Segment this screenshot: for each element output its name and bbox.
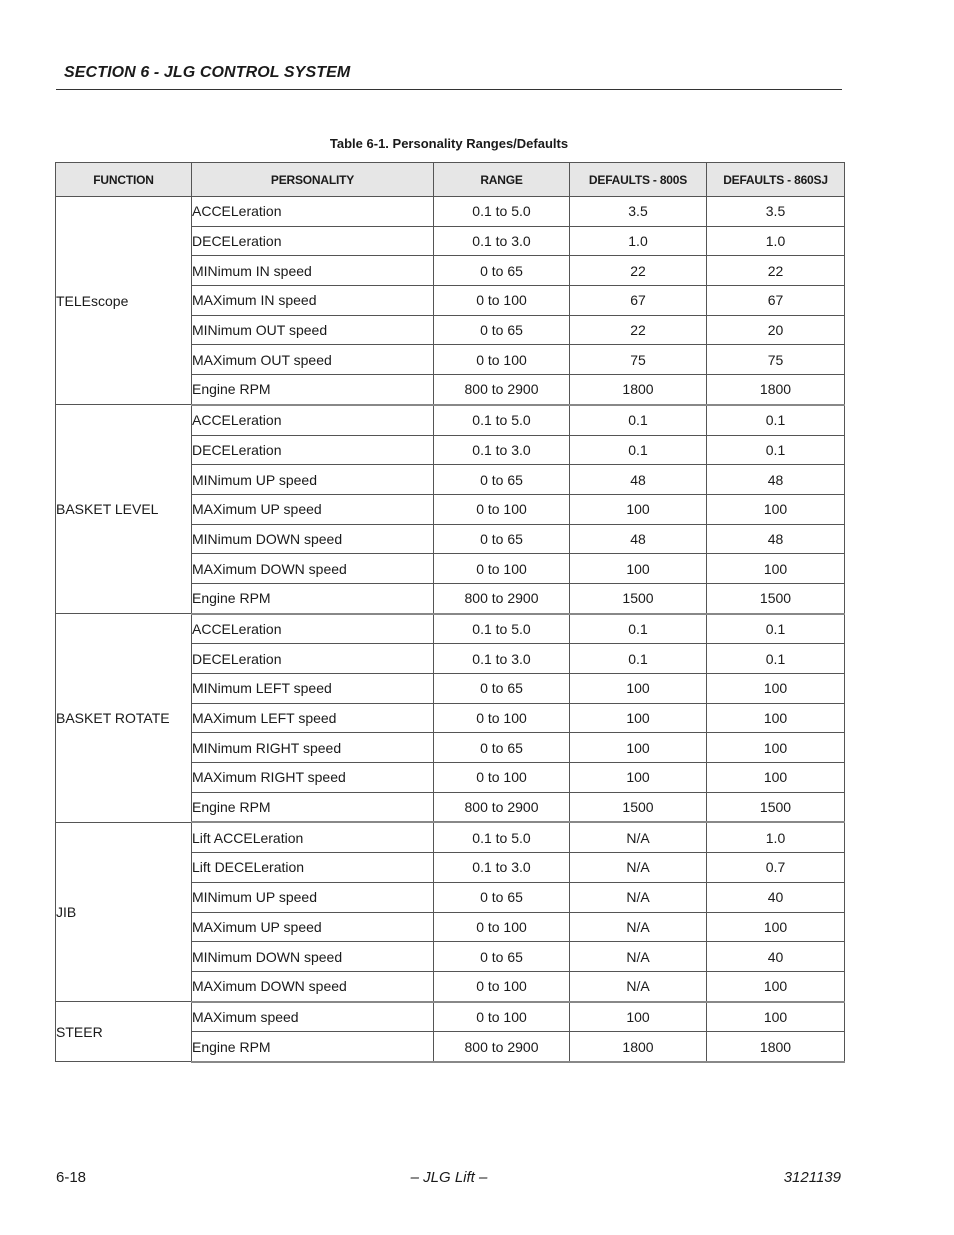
range-cell: 0.1 to 3.0 <box>434 644 570 674</box>
default-800s-cell: 0.1 <box>570 644 707 674</box>
personality-cell: Lift ACCELeration <box>192 822 434 852</box>
default-860sj-cell: 0.1 <box>707 405 845 435</box>
default-860sj-cell: 40 <box>707 942 845 972</box>
range-cell: 0 to 100 <box>434 912 570 942</box>
default-860sj-cell: 100 <box>707 1002 845 1032</box>
default-800s-cell: N/A <box>570 853 707 883</box>
document-number: 3121139 <box>783 1169 841 1186</box>
table-caption: Table 6-1. Personality Ranges/Defaults <box>329 136 569 151</box>
default-860sj-cell: 100 <box>707 554 845 584</box>
default-860sj-cell: 1800 <box>707 375 845 405</box>
default-800s-cell: 1800 <box>570 375 707 405</box>
range-cell: 0 to 100 <box>434 1002 570 1032</box>
personality-cell: MAXimum speed <box>192 1002 434 1032</box>
default-800s-cell: 0.1 <box>570 435 707 465</box>
default-800s-cell: 3.5 <box>570 197 707 227</box>
default-860sj-cell: 20 <box>707 315 845 345</box>
default-860sj-cell: 100 <box>707 494 845 524</box>
personality-cell: MAXimum OUT speed <box>192 345 434 375</box>
default-860sj-cell: 100 <box>707 763 845 793</box>
table-row <box>56 1002 845 1032</box>
footer-center-text: – JLG Lift – <box>410 1169 488 1186</box>
personality-cell: Engine RPM <box>192 1032 434 1062</box>
default-860sj-cell: 100 <box>707 733 845 763</box>
personality-cell: MAXimum IN speed <box>192 286 434 316</box>
personality-cell: ACCELeration <box>192 614 434 644</box>
range-cell: 0.1 to 5.0 <box>434 405 570 435</box>
range-cell: 800 to 2900 <box>434 792 570 822</box>
default-860sj-cell: 0.7 <box>707 853 845 883</box>
personality-cell: MAXimum UP speed <box>192 494 434 524</box>
personality-cell: Engine RPM <box>192 583 434 613</box>
default-800s-cell: 100 <box>570 554 707 584</box>
range-cell: 0 to 100 <box>434 494 570 524</box>
personality-cell: MAXimum DOWN speed <box>192 554 434 584</box>
table-header <box>56 163 845 197</box>
personality-cell: MINimum UP speed <box>192 882 434 912</box>
default-860sj-cell: 0.1 <box>707 614 845 644</box>
default-800s-cell: N/A <box>570 882 707 912</box>
default-860sj-cell: 1800 <box>707 1032 845 1062</box>
default-800s-cell: N/A <box>570 912 707 942</box>
default-860sj-cell: 0.1 <box>707 435 845 465</box>
personality-cell: Lift DECELeration <box>192 853 434 883</box>
default-800s-cell: 1.0 <box>570 226 707 256</box>
personality-cell: MINimum UP speed <box>192 465 434 495</box>
header-row <box>56 163 845 197</box>
default-800s-cell: 100 <box>570 703 707 733</box>
range-cell: 0.1 to 5.0 <box>434 614 570 644</box>
default-860sj-cell: 1500 <box>707 583 845 613</box>
header-rule <box>56 89 842 90</box>
function-cell: BASKET LEVEL <box>56 405 192 614</box>
default-860sj-cell: 1500 <box>707 792 845 822</box>
personality-cell: DECELeration <box>192 435 434 465</box>
personality-cell: MAXimum DOWN speed <box>192 971 434 1001</box>
personality-cell: DECELeration <box>192 644 434 674</box>
default-860sj-cell: 3.5 <box>707 197 845 227</box>
personality-cell: ACCELeration <box>192 405 434 435</box>
range-cell: 0 to 100 <box>434 286 570 316</box>
column-header-personality: PERSONALITY <box>192 163 434 197</box>
table-row <box>56 405 845 435</box>
personality-cell: DECELeration <box>192 226 434 256</box>
column-header-defaults-800s: DEFAULTS - 800S <box>570 163 707 197</box>
personality-cell: MINimum DOWN speed <box>192 524 434 554</box>
personality-cell: MAXimum LEFT speed <box>192 703 434 733</box>
range-cell: 0 to 65 <box>434 524 570 554</box>
function-cell: STEER <box>56 1002 192 1062</box>
personality-cell: MINimum RIGHT speed <box>192 733 434 763</box>
default-860sj-cell: 100 <box>707 912 845 942</box>
default-800s-cell: 100 <box>570 733 707 763</box>
function-cell: TELEscope <box>56 197 192 405</box>
personality-cell: MINimum IN speed <box>192 256 434 286</box>
default-860sj-cell: 0.1 <box>707 644 845 674</box>
default-860sj-cell: 100 <box>707 971 845 1001</box>
default-800s-cell: 75 <box>570 345 707 375</box>
default-800s-cell: N/A <box>570 822 707 852</box>
default-860sj-cell: 48 <box>707 524 845 554</box>
page-number: 6-18 <box>56 1169 87 1186</box>
function-cell: JIB <box>56 822 192 1001</box>
default-860sj-cell: 22 <box>707 256 845 286</box>
default-800s-cell: 100 <box>570 494 707 524</box>
function-cell: BASKET ROTATE <box>56 614 192 823</box>
default-800s-cell: 22 <box>570 315 707 345</box>
default-860sj-cell: 100 <box>707 674 845 704</box>
default-860sj-cell: 100 <box>707 703 845 733</box>
default-800s-cell: 1500 <box>570 792 707 822</box>
default-800s-cell: 0.1 <box>570 405 707 435</box>
personality-cell: MAXimum RIGHT speed <box>192 763 434 793</box>
range-cell: 0 to 65 <box>434 465 570 495</box>
personality-cell: Engine RPM <box>192 792 434 822</box>
range-cell: 0 to 100 <box>434 971 570 1001</box>
default-800s-cell: 1800 <box>570 1032 707 1062</box>
range-cell: 800 to 2900 <box>434 583 570 613</box>
default-860sj-cell: 48 <box>707 465 845 495</box>
section-title: SECTION 6 - JLG CONTROL SYSTEM <box>64 64 351 81</box>
range-cell: 0.1 to 3.0 <box>434 435 570 465</box>
default-800s-cell: N/A <box>570 942 707 972</box>
range-cell: 0 to 100 <box>434 554 570 584</box>
range-cell: 0.1 to 5.0 <box>434 197 570 227</box>
range-cell: 800 to 2900 <box>434 375 570 405</box>
default-860sj-cell: 1.0 <box>707 226 845 256</box>
default-800s-cell: 100 <box>570 763 707 793</box>
personality-table <box>55 162 845 1063</box>
range-cell: 0.1 to 5.0 <box>434 822 570 852</box>
personality-cell: Engine RPM <box>192 375 434 405</box>
personality-cell: MINimum LEFT speed <box>192 674 434 704</box>
range-cell: 0 to 65 <box>434 882 570 912</box>
default-800s-cell: 100 <box>570 674 707 704</box>
personality-cell: MAXimum UP speed <box>192 912 434 942</box>
table-body <box>56 197 845 1062</box>
column-header-range: RANGE <box>434 163 570 197</box>
personality-cell: MINimum DOWN speed <box>192 942 434 972</box>
table-row <box>56 197 845 227</box>
column-header-defaults-860sj: DEFAULTS - 860SJ <box>707 163 845 197</box>
range-cell: 0 to 100 <box>434 703 570 733</box>
range-cell: 0 to 65 <box>434 733 570 763</box>
range-cell: 0 to 65 <box>434 256 570 286</box>
default-800s-cell: N/A <box>570 971 707 1001</box>
range-cell: 0.1 to 3.0 <box>434 226 570 256</box>
personality-cell: ACCELeration <box>192 197 434 227</box>
default-800s-cell: 100 <box>570 1002 707 1032</box>
range-cell: 800 to 2900 <box>434 1032 570 1062</box>
default-860sj-cell: 40 <box>707 882 845 912</box>
range-cell: 0 to 65 <box>434 674 570 704</box>
default-800s-cell: 1500 <box>570 583 707 613</box>
default-800s-cell: 48 <box>570 524 707 554</box>
table-row <box>56 614 845 644</box>
range-cell: 0 to 100 <box>434 763 570 793</box>
column-header-function: FUNCTION <box>56 163 192 197</box>
default-800s-cell: 22 <box>570 256 707 286</box>
default-860sj-cell: 75 <box>707 345 845 375</box>
table-row <box>56 822 845 852</box>
default-800s-cell: 67 <box>570 286 707 316</box>
range-cell: 0 to 65 <box>434 942 570 972</box>
default-860sj-cell: 1.0 <box>707 822 845 852</box>
default-800s-cell: 48 <box>570 465 707 495</box>
range-cell: 0 to 65 <box>434 315 570 345</box>
default-800s-cell: 0.1 <box>570 614 707 644</box>
range-cell: 0.1 to 3.0 <box>434 853 570 883</box>
default-860sj-cell: 67 <box>707 286 845 316</box>
range-cell: 0 to 100 <box>434 345 570 375</box>
personality-cell: MINimum OUT speed <box>192 315 434 345</box>
